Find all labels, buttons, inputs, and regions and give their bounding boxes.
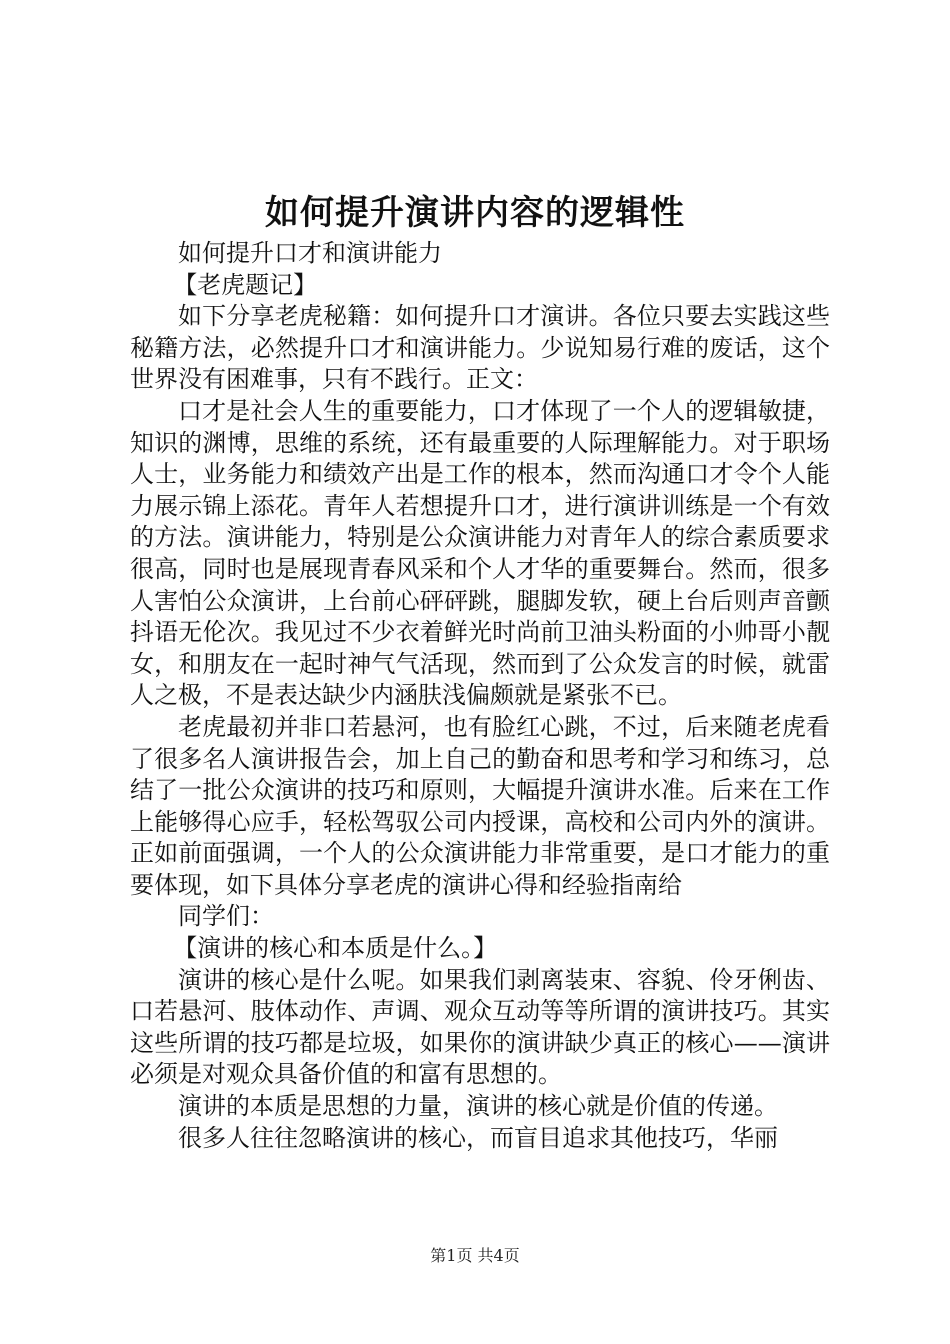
paragraph-body: 老虎最初并非口若悬河，也有脸红心跳，不过，后来随老虎看了很多名人演讲报告会，加上自己的勤奋和思考和学习和练习，总结了一批公众演讲的技巧和原则，大幅提升演讲水准。后来在工作上能够得心应手，轻松驾驭公司内授课，高校和公司内外的演讲。正如前面强调，一个人的公众演讲能力非常重要，是口才能力的重要体现，如下具体分享老虎的演讲心得和经验指南给	[130, 712, 830, 899]
paragraph-body: 演讲的核心是什么呢。如果我们剥离装束、容貌、伶牙俐齿、口若悬河、肢体动作、声调、观众互动等等所谓的演讲技巧。其实这些所谓的技巧都是垃圾，如果你的演讲缺少真正的核心——演讲必须是对观众具备价值的和富有思想的。	[130, 965, 830, 1089]
document-body	[130, 238, 830, 1154]
paragraph-body: 演讲的本质是思想的力量，演讲的核心就是价值的传递。	[178, 1092, 778, 1121]
paragraph-greeting: 同学们：	[178, 902, 274, 931]
paragraph-intro: 如下分享老虎秘籍：如何提升口才演讲。各位只要去实践这些秘籍方法，必然提升口才和演讲能力。少说知易行难的废话，这个世界没有困难事，只有不践行。正文：	[130, 302, 830, 394]
paragraph-body: 很多人往往忽略演讲的核心，而盲目追求其他技巧，华丽	[178, 1123, 778, 1152]
paragraph-subtitle: 如何提升口才和演讲能力	[178, 239, 442, 267]
page-footer: 第1页 共4页	[430, 1246, 520, 1265]
document-title: 如何提升演讲内容的逻辑性	[265, 193, 685, 233]
paragraph-section-heading: 【老虎题记】	[173, 270, 318, 299]
paragraph-section-heading: 【演讲的核心和本质是什么。】	[173, 934, 498, 963]
paragraph-body: 口才是社会人生的重要能力，口才体现了一个人的逻辑敏捷，知识的渊博，思维的系统，还有最重要的人际理解能力。对于职场人士，业务能力和绩效产出是工作的根本，然而沟通口才令个人能力展示锦上添花。青年人若想提升口才，进行演讲训练是一个有效的方法。演讲能力，特别是公众演讲能力对青年人的综合素质要求很高，同时也是展现青春风采和个人才华的重要舞台。然而，很多人害怕公众演讲，上台前心砰砰跳，腿脚发软，硬上台后则声音颤抖语无伦次。我见过不少衣着鲜光时尚前卫油头粉面的小帅哥小靓女，和朋友在一起时神气气活现，然而到了公众发言的时候，就雷人之极，不是表达缺少内涵肤浅偏颇就是紧张不已。	[130, 396, 830, 710]
